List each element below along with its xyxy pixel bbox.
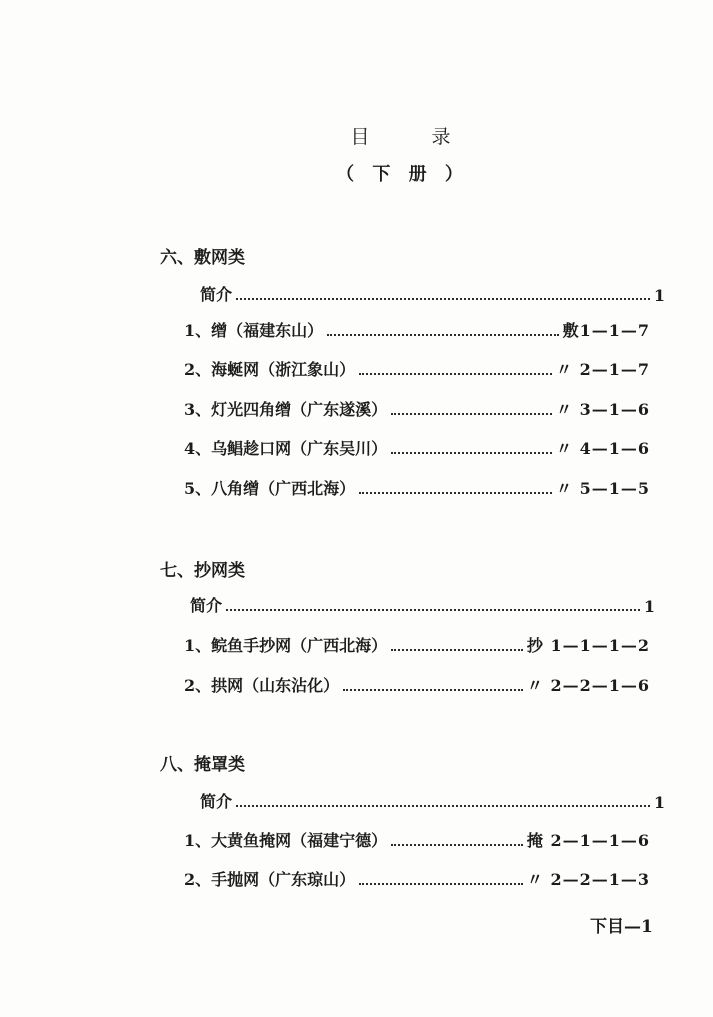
toc-entry xyxy=(200,281,666,305)
entry-page: 〃 5—1—5 xyxy=(556,479,650,498)
page-title: 目 录 xyxy=(350,126,479,148)
entry-name: 乌鲳趁口网（广东吴川） xyxy=(211,439,388,458)
toc-entry xyxy=(184,827,650,851)
toc-entry xyxy=(184,866,650,890)
toc-entry xyxy=(184,632,650,656)
entry-page: 〃 3—1—6 xyxy=(556,400,650,419)
entry-page: 1 xyxy=(653,793,666,812)
entry-page: 掩 2—1—1—6 xyxy=(526,831,650,850)
dot-leader xyxy=(359,883,523,885)
section-heading: 六、敷网类 xyxy=(160,248,245,268)
dot-leader xyxy=(226,609,640,611)
entry-name: 手抛网（广东琼山） xyxy=(211,870,356,889)
entry-page: 〃 4—1—6 xyxy=(556,439,650,458)
entry-name: 简介 xyxy=(190,596,223,615)
entry-name: 简介 xyxy=(200,285,233,304)
entry-name: 拱网（山东沾化） xyxy=(211,676,340,695)
toc-entry xyxy=(184,317,650,341)
entry-name: 八角缯（广西北海） xyxy=(211,479,356,498)
dot-leader xyxy=(391,844,523,846)
dot-leader xyxy=(391,452,552,454)
entry-page: 〃 2—2—1—6 xyxy=(526,676,650,695)
entry-number: 5、 xyxy=(184,479,212,498)
page-subtitle: （ 下 册 ） xyxy=(336,164,469,185)
dot-leader xyxy=(343,689,523,691)
entry-name: 大黄鱼掩网（福建宁德） xyxy=(211,831,388,850)
entry-name: 缯（福建东山） xyxy=(211,321,324,340)
dot-leader xyxy=(391,413,552,415)
entry-name: 鲩鱼手抄网（广西北海） xyxy=(211,636,388,655)
dot-leader xyxy=(391,649,523,651)
section-heading: 八、掩罩类 xyxy=(160,755,245,775)
entry-number: 3、 xyxy=(184,400,212,419)
entry-number: 2、 xyxy=(184,676,212,695)
toc-entry xyxy=(184,396,650,420)
entry-page: 1 xyxy=(643,597,656,616)
entry-number: 1、 xyxy=(184,831,212,850)
dot-leader xyxy=(359,373,552,375)
entry-number: 4、 xyxy=(184,439,212,458)
entry-name: 简介 xyxy=(200,792,233,811)
entry-page: 〃 2—1—7 xyxy=(556,360,650,379)
entry-page: 1 xyxy=(653,286,666,305)
entry-name: 海蜒网（浙江象山） xyxy=(211,360,356,379)
page-number: 下目—1 xyxy=(590,917,653,937)
dot-leader xyxy=(236,298,650,300)
entry-number: 2、 xyxy=(184,360,212,379)
dot-leader xyxy=(359,492,552,494)
toc-entry xyxy=(184,435,650,459)
entry-page: 敷1—1—7 xyxy=(562,321,650,340)
toc-entry xyxy=(190,592,656,616)
toc-entry xyxy=(184,356,650,380)
toc-entry xyxy=(184,672,650,696)
toc-entry xyxy=(184,475,650,499)
section-heading: 七、抄网类 xyxy=(160,561,245,581)
entry-page: 抄 1—1—1—2 xyxy=(526,636,650,655)
entry-number: 1、 xyxy=(184,321,212,340)
entry-number: 1、 xyxy=(184,636,212,655)
dot-leader xyxy=(327,334,558,336)
entry-number: 2、 xyxy=(184,870,212,889)
entry-name: 灯光四角缯（广东遂溪） xyxy=(211,400,388,419)
entry-page: 〃 2—2—1—3 xyxy=(526,870,650,889)
toc-entry xyxy=(200,788,666,812)
dot-leader xyxy=(236,805,650,807)
